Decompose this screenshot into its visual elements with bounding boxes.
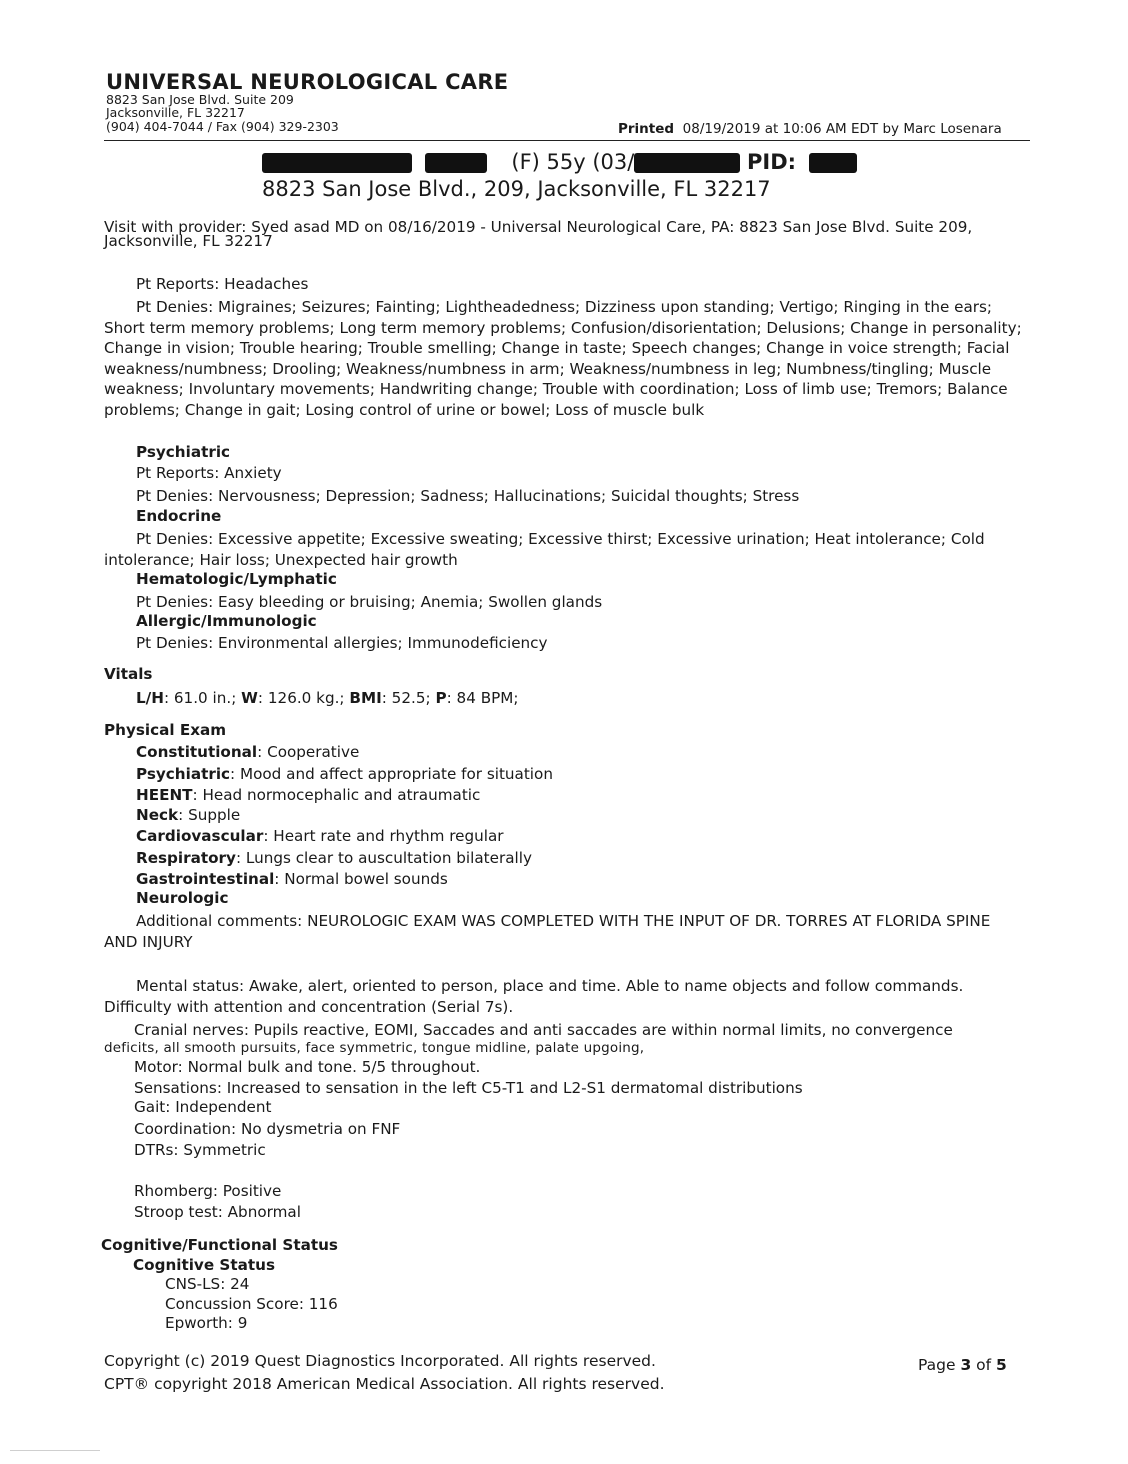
- allergic-heading: Allergic/Immunologic: [136, 612, 317, 630]
- hematologic-heading: Hematologic/Lymphatic: [136, 570, 337, 588]
- exam-item-label: HEENT: [136, 786, 193, 804]
- cns-ls-score: CNS-LS: 24: [165, 1275, 250, 1293]
- psychiatric-reports: Pt Reports: Anxiety: [136, 464, 282, 482]
- physical-exam-heading: Physical Exam: [104, 721, 227, 739]
- exam-item-value: : Heart rate and rhythm regular: [263, 827, 504, 845]
- exam-item: [136, 785, 480, 806]
- exam-item-label: Psychiatric: [136, 765, 231, 783]
- page-total: 5: [996, 1356, 1007, 1374]
- exam-item-value: : Mood and affect appropriate for situation: [230, 765, 553, 783]
- copyright-notice: [104, 1350, 665, 1396]
- vital-bmi-value: : 52.5;: [381, 689, 436, 707]
- exam-item-label: Cardiovascular: [136, 827, 264, 845]
- exam-item-value: : Cooperative: [257, 743, 360, 761]
- patient-sex-age: (F) 55y (03/: [511, 150, 635, 174]
- patient-header: [262, 150, 857, 174]
- exam-item: [136, 764, 553, 785]
- vital-w-value: : 126.0 kg.;: [257, 689, 350, 707]
- motor-exam: Motor: Normal bulk and tone. 5/5 throughout.: [134, 1058, 481, 1076]
- exam-item-value: : Lungs clear to auscultation bilaterally: [235, 849, 532, 867]
- vital-lh-value: : 61.0 in.;: [163, 689, 242, 707]
- exam-item-value: : Head normocephalic and atraumatic: [192, 786, 481, 804]
- organization-name: UNIVERSAL NEUROLOGICAL CARE: [106, 70, 509, 94]
- exam-item: [136, 826, 504, 847]
- page-current: 3: [960, 1356, 972, 1374]
- cognitive-status-heading: Cognitive Status: [133, 1256, 275, 1274]
- cranial-nerves-line-2: deficits, all smooth pursuits, face symmetric, tongue midline, palate upgoing,: [104, 1040, 645, 1056]
- redacted-dob: [634, 153, 740, 173]
- sensation-exam: Sensations: Increased to sensation in the left C5-T1 and L2-S1 dermatomal distributions: [134, 1079, 803, 1097]
- mental-status: Mental status: Awake, alert, oriented to person, place and time. Able to name objects and follow commands. Difficulty with attention and concentration (Serial 7s).: [104, 977, 964, 1016]
- printed-value: 08/19/2019 at 10:06 AM EDT by Marc Losenara: [682, 121, 1002, 137]
- vital-lh-label: L/H: [136, 689, 164, 707]
- copyright-line-1: Copyright (c) 2019 Quest Diagnostics Incorporated. All rights reserved.: [104, 1352, 656, 1370]
- vital-w-label: W: [241, 689, 258, 707]
- pid-label: PID:: [747, 150, 797, 174]
- visit-info: Visit with provider: Syed asad MD on 08/16/2019 - Universal Neurological Care, PA: 8823 San Jose Blvd. Suite 209, Jacksonville, FL 32217: [104, 218, 973, 250]
- cranial-nerves-line-1: Cranial nerves: Pupils reactive, EOMI, Saccades and anti saccades are within normal limits, no convergence: [134, 1021, 953, 1039]
- dtrs-exam: DTRs: Symmetric: [134, 1141, 266, 1159]
- org-phone-fax: (904) 404-7044 / Fax (904) 329-2303: [106, 119, 339, 134]
- org-address-line-2: Jacksonville, FL 32217: [106, 105, 245, 120]
- header-divider: [104, 140, 1030, 141]
- vital-bmi-label: BMI: [349, 689, 382, 707]
- org-address-line-1: 8823 San Jose Blvd. Suite 209: [106, 92, 294, 107]
- exam-item: [136, 848, 532, 869]
- psychiatric-denies: Pt Denies: Nervousness; Depression; Sadness; Hallucinations; Suicidal thoughts; Stress: [136, 487, 800, 505]
- vitals-values: [136, 688, 519, 709]
- redacted-patient-name-2: [425, 153, 487, 173]
- exam-item: [136, 805, 240, 826]
- gait-exam: Gait: Independent: [134, 1098, 272, 1116]
- hematologic-denies: Pt Denies: Easy bleeding or bruising; Anemia; Swollen glands: [136, 593, 603, 611]
- exam-item-label: Gastrointestinal: [136, 870, 275, 888]
- endocrine-heading: Endocrine: [136, 507, 222, 525]
- exam-item-value: : Supple: [178, 806, 241, 824]
- vital-p-label: P: [435, 689, 447, 707]
- exam-item-value: : Normal bowel sounds: [274, 870, 448, 888]
- rhomberg-exam: Rhomberg: Positive: [134, 1182, 282, 1200]
- copyright-line-2: CPT® copyright 2018 American Medical Association. All rights reserved.: [104, 1375, 665, 1393]
- concussion-score: Concussion Score: 116: [165, 1295, 338, 1313]
- redacted-pid: [809, 153, 857, 173]
- page-number: [918, 1356, 1007, 1374]
- exam-item-label: Respiratory: [136, 849, 236, 867]
- endocrine-denies: Pt Denies: Excessive appetite; Excessive sweating; Excessive thirst; Excessive urination; Heat intolerance; Cold intolerance; Hair loss; Unexpected hair growth: [104, 530, 985, 569]
- patient-address: 8823 San Jose Blvd., 209, Jacksonville, FL 32217: [262, 177, 771, 201]
- printed-label: Printed: [618, 121, 675, 137]
- epworth-score: Epworth: 9: [165, 1314, 248, 1332]
- coordination-exam: Coordination: No dysmetria on FNF: [134, 1120, 401, 1138]
- psychiatric-heading: Psychiatric: [136, 443, 231, 461]
- page-prefix: Page: [918, 1356, 961, 1374]
- stroop-exam: Stroop test: Abnormal: [134, 1203, 301, 1221]
- neuro-denies: Pt Denies: Migraines; Seizures; Fainting; Lightheadedness; Dizziness upon standing; Vertigo; Ringing in the ears; Short term memory problems; Long term memory problems; Confusion/disorientation; Delusions; Change in personality; Change in vision; Trouble hearing; Trouble smelling; Change in taste; Speech changes; Change in voice strength; Facial weakness/numbness; Drooling; Weakness/numbness in arm; Weakness/numbness in leg; Numbness/tingling; Muscle weakness; Involuntary movements; Handwriting change; Trouble with coordination; Loss of limb use; Tremors; Balance problems; Change in gait; Losing control of urine or bowel; Loss of muscle bulk: [104, 298, 1022, 419]
- page-mid: of: [971, 1356, 997, 1374]
- neuro-reports: Pt Reports: Headaches: [136, 275, 309, 293]
- neuro-additional-comments: Additional comments: NEUROLOGIC EXAM WAS COMPLETED WITH THE INPUT OF DR. TORRES AT FLORIDA SPINE AND INJURY: [104, 912, 991, 951]
- vital-p-value: : 84 BPM;: [446, 689, 519, 707]
- vitals-heading: Vitals: [104, 665, 153, 683]
- exam-item: [136, 742, 359, 763]
- exam-item: [136, 869, 448, 890]
- neurologic-heading: Neurologic: [136, 889, 229, 907]
- allergic-denies: Pt Denies: Environmental allergies; Immunodeficiency: [136, 634, 548, 652]
- cognitive-functional-heading: Cognitive/Functional Status: [101, 1236, 338, 1254]
- exam-item-label: Constitutional: [136, 743, 258, 761]
- scan-artifact-line: [10, 1450, 100, 1451]
- exam-item-label: Neck: [136, 806, 179, 824]
- printed-info: [618, 121, 1002, 137]
- redacted-patient-name: [262, 153, 412, 173]
